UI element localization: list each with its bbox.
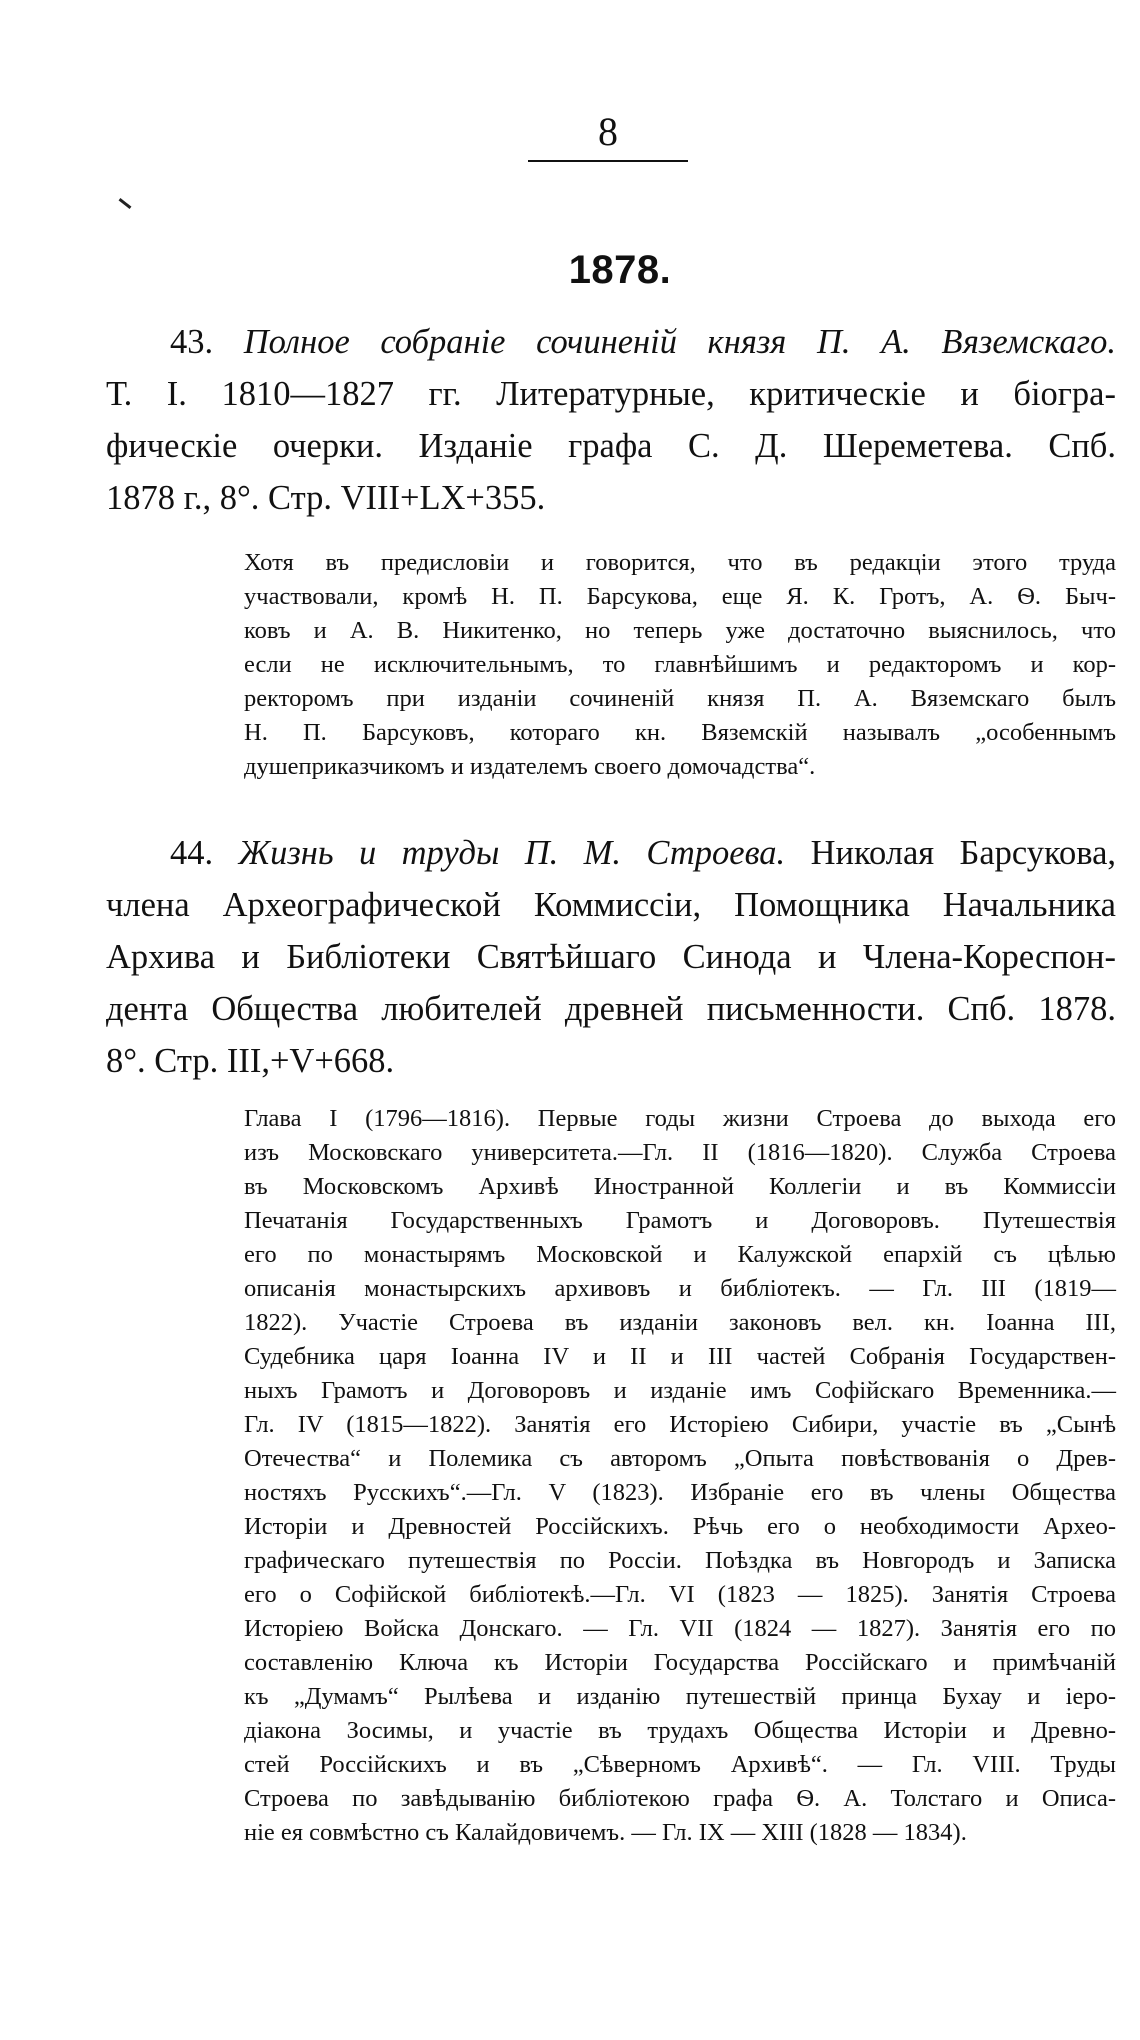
entry-43-title: Полное собраніе сочиненій князя П. А. Вяземскаго. [243,323,1117,361]
annotation-line: изъ Московскаго университета.—Гл. II (1816—1820). Служба Строева [244,1139,1116,1166]
entry-44-title: Жизнь и труды П. М. Строева. [238,834,786,872]
page-number-rule [528,160,688,162]
entry-44-annotation [244,1102,1116,1850]
annotation-line: составленію Ключа къ Исторіи Государства Россійскаго и примѣчаній [244,1649,1116,1676]
annotation-line: Исторіею Войска Донскаго. — Гл. VII (1824 — 1827). Занятія его по [244,1615,1116,1642]
annotation-line: 1822). Участіе Строева въ изданіи законовъ вел. кн. Іоанна III, [244,1309,1116,1336]
annotation-line: Печатанія Государственныхъ Грамотъ и Договоровъ. Путешествія [244,1207,1116,1234]
entry-44-number: 44. [170,834,214,872]
annotation-line: описанія монастырскихъ архивовъ и библіотекъ. — Гл. III (1819— [244,1275,1116,1302]
annotation-line: Глава I (1796—1816). Первые годы жизни Строева до выхода его [244,1105,1116,1132]
entry-44 [106,827,1116,1087]
annotation-line: ковъ и А. В. Никитенко, но теперь уже достаточно выяснилось, что [244,617,1116,644]
entry-44-line: 8°. Стр. III,+V+668. [106,1042,395,1080]
entry-44-line: члена Археографической Коммиссіи, Помощника Начальника [106,886,1116,924]
annotation-line: Отечества“ и Полемика съ авторомъ „Опыта повѣствованія о Древ- [244,1445,1116,1472]
entry-44-author: Николая Барсукова, [810,834,1117,872]
entry-44-line: дента Общества любителей древней письменности. Спб. 1878. [106,990,1116,1028]
annotation-line: Гл. IV (1815—1822). Занятія его Исторіею Сибири, участіе въ „Сынѣ [244,1411,1116,1438]
page-number: 8 [598,109,618,154]
annotation-line: ніе ея совмѣстно съ Калайдовичемъ. — Гл. IX — XIII (1828 — 1834). [244,1819,967,1846]
annotation-line: Н. П. Барсуковъ, котораго кн. Вяземскій называлъ „особеннымъ [244,719,1116,746]
entry-43 [106,316,1116,524]
annotation-line: стей Россійскихъ и въ „Сѣверномъ Архивѣ“. — Гл. VIII. Труды [244,1751,1116,1778]
entry-44-line: Архива и Библіотеки Святѣйшаго Синода и Члена-Кореспон- [106,938,1116,976]
entry-43-annotation [244,546,1116,784]
entry-43-line: фическіе очерки. Изданіе графа С. Д. Шереметева. Спб. [106,427,1116,465]
annotation-line: къ „Думамъ“ Рылѣева и изданію путешествій принца Бухау и іеро- [244,1683,1116,1710]
annotation-line: ныхъ Грамотъ и Договоровъ и изданіе имъ Софійскаго Временника.— [244,1377,1116,1404]
year-heading: 1878. [568,248,672,292]
entry-43-line: Т. I. 1810—1827 гг. Литературные, критическіе и біогра- [106,375,1116,413]
annotation-line: если не исключительнымъ, то главнѣйшимъ и редакторомъ и кор- [244,651,1116,678]
annotation-line: графическаго путешествія по Россіи. Поѣздка въ Новгородъ и Записка [244,1547,1116,1574]
annotation-line: Строева по завѣдыванію библіотекою графа Ѳ. А. Толстаго и Описа- [244,1785,1116,1812]
annotation-line: ректоромъ при изданіи сочиненій князя П. А. Вяземскаго былъ [244,685,1116,712]
annotation-line: ностяхъ Русскихъ“.—Гл. V (1823). Избраніе его въ члены Общества [244,1479,1116,1506]
annotation-line: Хотя въ предисловіи и говорится, что въ редакціи этого труда [244,549,1116,576]
stray-ink-mark [119,198,132,209]
annotation-line: участвовали, кромѣ Н. П. Барсукова, еще Я. К. Гротъ, А. Ѳ. Быч- [244,583,1116,610]
entry-43-line: 1878 г., 8°. Стр. VIII+LX+355. [106,479,546,517]
annotation-line: Исторіи и Древностей Россійскихъ. Рѣчь его о необходимости Архео- [244,1513,1116,1540]
annotation-line: его о Софійской библіотекѣ.—Гл. VI (1823 — 1825). Занятія Строева [244,1581,1116,1608]
entry-44-title-line [106,827,1116,879]
annotation-line: Судебника царя Іоанна IV и II и III частей Собранія Государствен- [244,1343,1116,1370]
entry-43-title-line [106,316,1116,368]
annotation-line: его по монастырямъ Московской и Калужской епархій съ цѣлью [244,1241,1116,1268]
annotation-line: душеприказчикомъ и издателемъ своего домочадства“. [244,753,816,780]
annotation-line: въ Московскомъ Архивѣ Иностранной Коллегіи и въ Коммиссіи [244,1173,1116,1200]
entry-43-number: 43. [170,323,214,361]
annotation-line: діакона Зосимы, и участіе въ трудахъ Общества Исторіи и Древно- [244,1717,1116,1744]
